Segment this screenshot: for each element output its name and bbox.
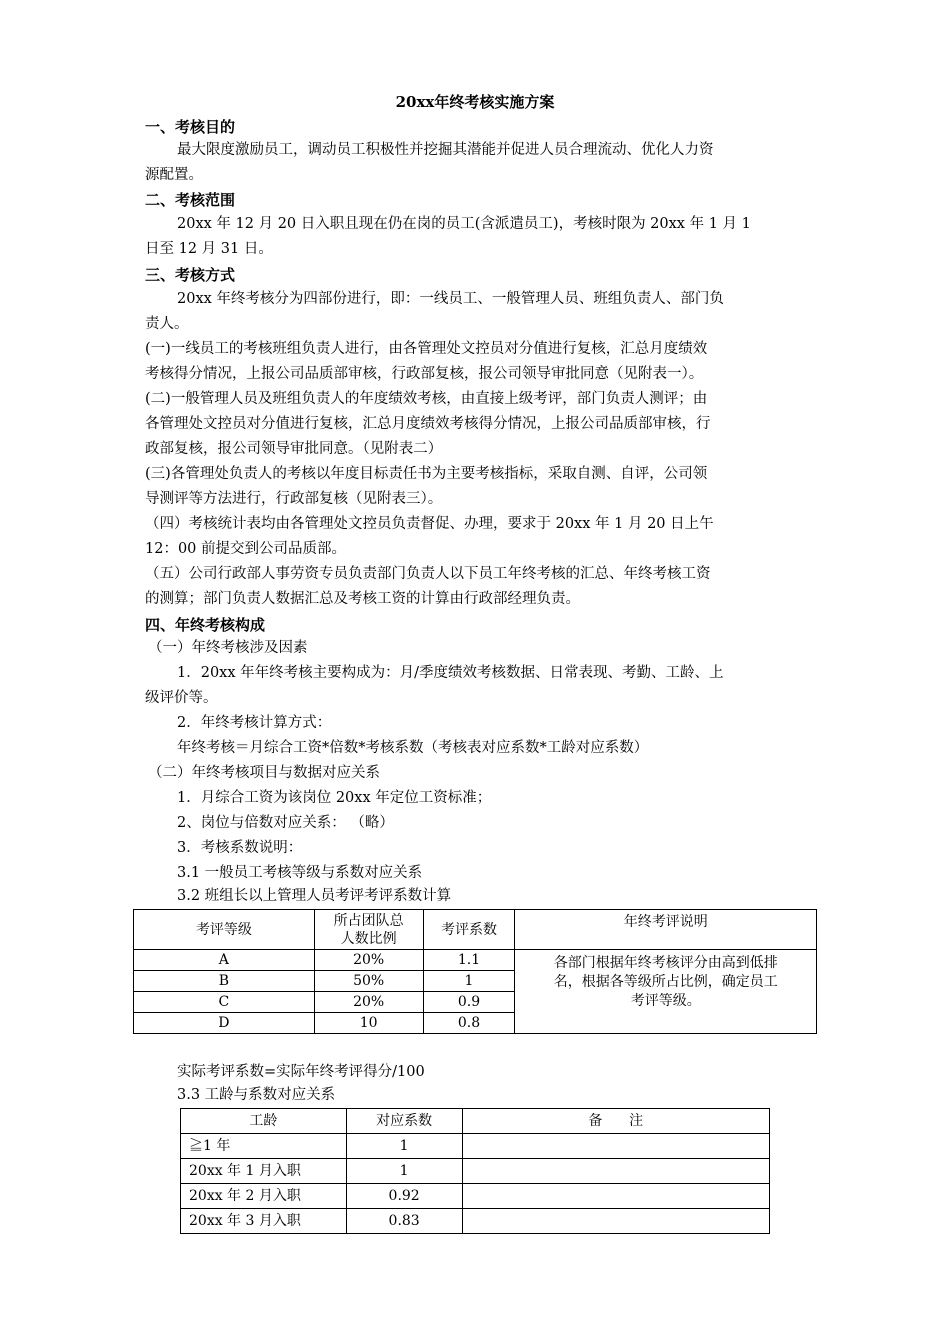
section-1-line-2: 源配置。 [145, 167, 203, 183]
table1-description-line-2: 名，根据各等级所占比例，确定员工 [553, 974, 778, 990]
section-4-sub-1: （一）年终考核涉及因素 [148, 640, 308, 656]
table1-cell: C [134, 992, 315, 1013]
table1-description [515, 950, 817, 1034]
table1-cell: 1.1 [423, 950, 515, 971]
table-row [181, 1134, 770, 1159]
table2-cell: 1 [346, 1134, 462, 1159]
table2-header-seniority: 工龄 [181, 1109, 347, 1134]
table1-cell: A [134, 950, 315, 971]
table1-cell: 1 [423, 971, 515, 992]
section-2-line-1: 20xx 年 12 月 20 日入职且现在仍在岗的员工(含派遣员工)，考核时限为 20xx 年 1 月 1 [177, 216, 751, 232]
table2-cell: 1 [346, 1159, 462, 1184]
section-4-q2: 2、岗位与倍数对应关系： （略） [177, 815, 394, 831]
table-row [181, 1184, 770, 1209]
section-3-item-2-line-1: (二)一般管理人员及班组负责人的年度绩效考核，由直接上级考评，部门负责人测评；由 [145, 391, 708, 407]
table1-cell: 50% [314, 971, 423, 992]
table2-cell: ≧1 年 [181, 1134, 347, 1159]
table1-header-ratio-line-1: 所占团队总 [333, 912, 404, 929]
table2-cell [462, 1159, 769, 1184]
table1-description-line-3: 考评等级。 [630, 993, 701, 1009]
seniority-coefficient-table [180, 1108, 770, 1234]
table2-cell: 0.83 [346, 1209, 462, 1234]
table1-header-ratio [314, 910, 423, 950]
section-3-intro-2: 责人。 [145, 316, 189, 332]
table-row [181, 1209, 770, 1234]
section-2-line-2: 日至 12 月 31 日。 [145, 241, 273, 257]
section-4-heading: 四、年终考核构成 [145, 616, 266, 634]
table2-cell: 20xx 年 2 月入职 [181, 1184, 347, 1209]
section-3-item-2-line-2: 各管理处文控员对分值进行复核，汇总月度绩效考核得分情况，上报公司品质部审核，行 [145, 416, 711, 432]
table2-cell: 0.92 [346, 1184, 462, 1209]
section-1-heading: 一、考核目的 [145, 118, 236, 136]
section-4-q33: 3.3 工龄与系数对应关系 [177, 1087, 336, 1103]
table2-cell: 20xx 年 3 月入职 [181, 1209, 347, 1234]
section-3-item-1-line-1: (一)一线员工的考核班组负责人进行，由各管理处文控员对分值进行复核，汇总月度绩效 [145, 341, 708, 357]
section-4-q3: 3．考核系数说明： [177, 840, 303, 856]
section-4-q1: 1．月综合工资为该岗位 20xx 年定位工资标准； [177, 790, 492, 806]
section-3-item-3-line-2: 导测评等方法进行，行政部复核（见附表三）。 [145, 491, 443, 507]
section-4-p1-line-2: 级评价等。 [145, 690, 218, 706]
section-4-formula: 年终考核＝月综合工资*倍数*考核系数（考核表对应系数*工龄对应系数） [177, 740, 649, 756]
table1-cell: 20% [314, 950, 423, 971]
section-4-q31: 3.1 一般员工考核等级与系数对应关系 [177, 865, 423, 881]
table1-cell: B [134, 971, 315, 992]
section-3-item-5-line-2: 的测算；部门负责人数据汇总及考核工资的计算由行政部经理负责。 [145, 591, 580, 607]
table1-cell: D [134, 1013, 315, 1034]
table-row [134, 950, 817, 971]
section-4-p2: 2．年终考核计算方式： [177, 715, 332, 731]
appraisal-coefficient-table [133, 909, 817, 1034]
table1-header-description: 年终考评说明 [515, 910, 817, 950]
table2-cell [462, 1184, 769, 1209]
section-3-intro-1: 20xx 年终考核分为四部份进行，即：一线员工、一般管理人员、班组负责人、部门负 [177, 291, 724, 307]
section-1-line-1: 最大限度激励员工，调动员工积极性并挖掘其潜能并促进人员合理流动、优化人力资 [177, 142, 714, 158]
actual-coefficient-formula: 实际考评系数=实际年终考评得分/100 [177, 1064, 425, 1080]
table1-description-line-1: 各部门根据年终考核评分由高到低排 [553, 955, 778, 971]
section-4-q32: 3.2 班组长以上管理人员考评考评系数计算 [177, 888, 452, 904]
table2-header-coefficient: 对应系数 [346, 1109, 462, 1134]
table1-cell: 10 [314, 1013, 423, 1034]
section-3-item-4-line-2: 12：00 前提交到公司品质部。 [145, 541, 347, 557]
section-2-heading: 二、考核范围 [145, 191, 236, 209]
table1-cell: 20% [314, 992, 423, 1013]
section-4-p1-line-1: 1．20xx 年年终考核主要构成为：月/季度绩效考核数据、日常表现、考勤、工龄、上 [177, 665, 724, 681]
section-4-sub-2: （二）年终考核项目与数据对应关系 [148, 765, 380, 781]
table2-cell [462, 1134, 769, 1159]
table1-header-coefficient: 考评系数 [423, 910, 515, 950]
table1-header-ratio-line-2: 人数比例 [340, 930, 397, 947]
section-3-item-1-line-2: 考核得分情况，上报公司品质部审核，行政部复核，报公司领导审批同意（见附表一）。 [145, 366, 704, 382]
table-row [181, 1159, 770, 1184]
section-3-item-2-line-3: 政部复核，报公司领导审批同意。（见附表二） [145, 441, 443, 457]
section-3-heading: 三、考核方式 [145, 266, 236, 284]
table1-cell: 0.9 [423, 992, 515, 1013]
table1-header-grade: 考评等级 [134, 910, 315, 950]
document-title: 20xx年终考核实施方案 [395, 93, 555, 111]
table1-cell: 0.8 [423, 1013, 515, 1034]
section-3-item-4-line-1: （四）考核统计表均由各管理处文控员负责督促、办理，要求于 20xx 年 1 月 20 日上午 [145, 516, 714, 532]
table2-header-remarks: 备 注 [462, 1109, 769, 1134]
section-3-item-5-line-1: （五）公司行政部人事劳资专员负责部门负责人以下员工年终考核的汇总、年终考核工资 [145, 566, 711, 582]
table2-cell [462, 1209, 769, 1234]
table2-cell: 20xx 年 1 月入职 [181, 1159, 347, 1184]
section-3-item-3-line-1: (三)各管理处负责人的考核以年度目标责任书为主要考核指标，采取自测、自评，公司领 [145, 466, 708, 482]
